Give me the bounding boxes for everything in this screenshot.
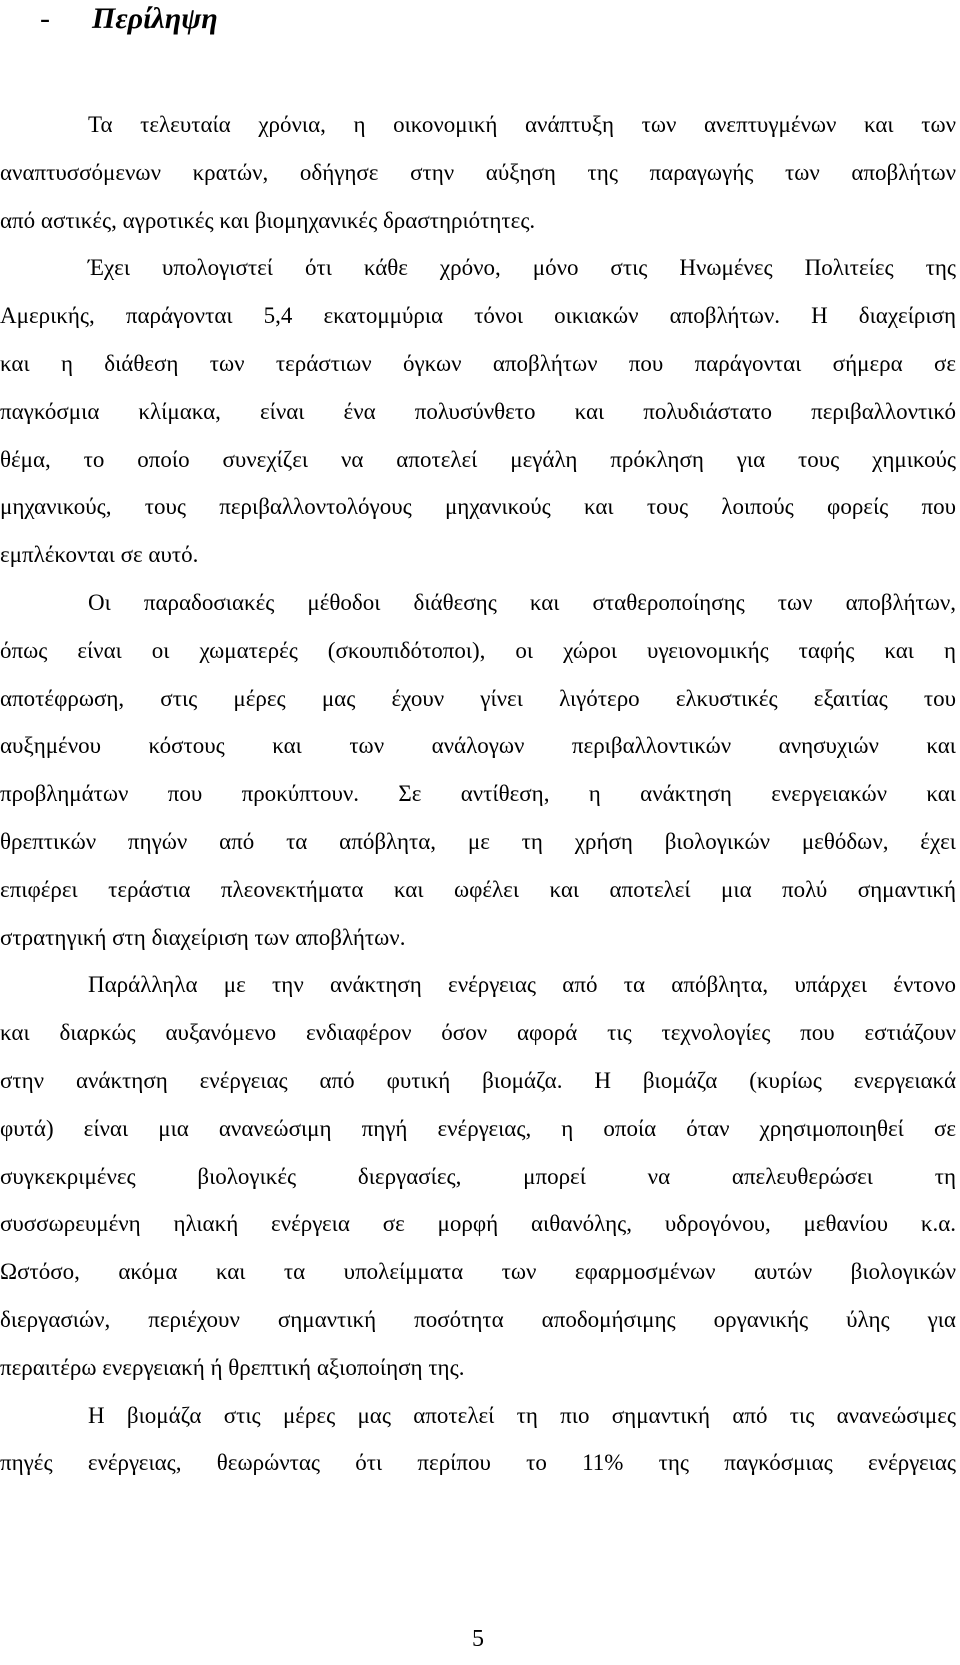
abstract-body <box>0 101 956 1487</box>
heading-title: Περίληψη <box>92 2 218 35</box>
text-line: προβλημάτων που προκύπτουν. Σε αντίθεση, η ανάκτηση ενεργειακών και <box>0 781 956 807</box>
text-line: επιφέρει τεράστια πλεονεκτήματα και ωφέλει και αποτελεί μια πολύ σημαντική <box>0 876 956 902</box>
text-line: όπως είναι οι χωματερές (σκουπιδότοποι), οι χώροι υγειονομικής ταφής και η <box>0 637 956 663</box>
text-line: στρατηγική στη διαχείριση των αποβλήτων. <box>0 924 406 950</box>
text-line: αποτέφρωση, στις μέρες μας έχουν γίνει λιγότερο ελκυστικές εξαιτίας του <box>0 685 956 711</box>
text-line: θρεπτικών πηγών από τα απόβλητα, με τη χρήση βιολογικών μεθόδων, έχει <box>0 828 956 854</box>
text-line: εμπλέκονται σε αυτό. <box>0 542 199 568</box>
page-number: 5 <box>472 1626 484 1652</box>
text-line: αναπτυσσόμενων κρατών, οδήγησε στην αύξηση της παραγωγής των αποβλήτων <box>0 159 956 185</box>
text-line: διεργασιών, περιέχουν σημαντική ποσότητα αποδομήσιμης οργανικής ύλης για <box>0 1306 956 1332</box>
text-line: πηγές ενέργειας, θεωρώντας ότι περίπου το 11% της παγκόσμιας ενέργειας <box>0 1450 956 1476</box>
text-line: περαιτέρω ενεργειακή ή θρεπτική αξιοποίηση της. <box>0 1354 465 1380</box>
text-line: Ωστόσο, ακόμα και τα υπολείμματα των εφαρμοσμένων αυτών βιολογικών <box>0 1259 956 1285</box>
text-line: συγκεκριμένες βιολογικές διεργασίες, μπορεί να απελευθερώσει τη <box>0 1163 956 1189</box>
text-line: Έχει υπολογιστεί ότι κάθε χρόνο, μόνο στις Ηνωμένες Πολιτείες της <box>88 255 956 281</box>
text-line: Η βιομάζα στις μέρες μας αποτελεί τη πιο σημαντική από τις ανανεώσιμες <box>88 1402 956 1428</box>
text-line: και διαρκώς αυξανόμενο ενδιαφέρον όσον αφορά τις τεχνολογίες που εστιάζουν <box>0 1020 956 1046</box>
text-line: Παράλληλα με την ανάκτηση ενέργειας από τα απόβλητα, υπάρχει έντονο <box>88 972 956 998</box>
text-line: Αμερικής, παράγονται 5,4 εκατομμύρια τόνοι οικιακών αποβλήτων. Η διαχείριση <box>0 303 956 329</box>
section-heading <box>40 0 218 38</box>
text-line: συσσωρευμένη ηλιακή ενέργεια σε μορφή αιθανόλης, υδρογόνου, μεθανίου κ.α. <box>0 1211 956 1237</box>
text-line: Οι παραδοσιακές μέθοδοι διάθεσης και σταθεροποίησης των αποβλήτων, <box>88 589 956 615</box>
text-line: παγκόσμια κλίμακα, είναι ένα πολυσύνθετο και πολυδιάστατο περιβαλλοντικό <box>0 398 956 424</box>
text-line: φυτά) είναι μια ανανεώσιμη πηγή ενέργειας, η οποία όταν χρησιμοποιηθεί σε <box>0 1115 956 1141</box>
text-line: στην ανάκτηση ενέργειας από φυτική βιομάζα. Η βιομάζα (κυρίως ενεργειακά <box>0 1067 956 1093</box>
text-line: από αστικές, αγροτικές και βιομηχανικές δραστηριότητες. <box>0 207 536 233</box>
text-line: μηχανικούς, τους περιβαλλοντολόγους μηχανικούς και τους λοιπούς φορείς που <box>0 494 956 520</box>
text-line: και η διάθεση των τεράστιων όγκων αποβλήτων που παράγονται σήμερα σε <box>0 350 956 376</box>
text-line: αυξημένου κόστους και των ανάλογων περιβαλλοντικών ανησυχιών και <box>0 733 956 759</box>
heading-dash: - <box>40 2 50 35</box>
text-line: Τα τελευταία χρόνια, η οικονομική ανάπτυξη των ανεπτυγμένων και των <box>88 112 956 137</box>
text-line: θέμα, το οποίο συνεχίζει να αποτελεί μεγάλη πρόκληση για τους χημικούς <box>0 446 956 472</box>
